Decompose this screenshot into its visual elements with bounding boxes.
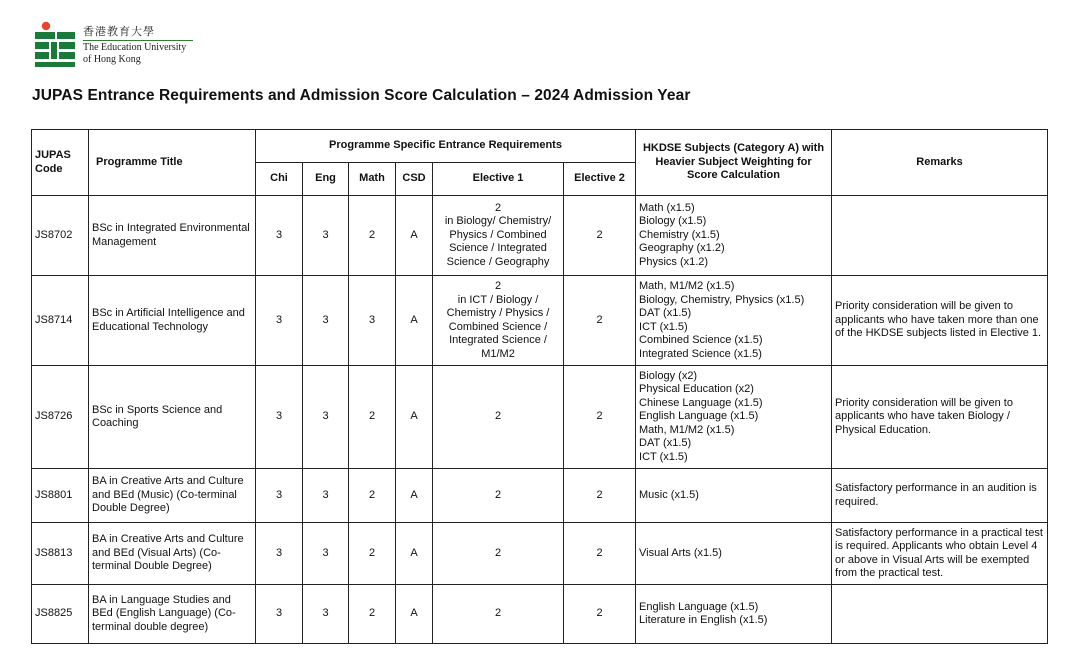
cell-elective-2: 2 [564, 366, 636, 469]
cell-math: 2 [349, 523, 396, 585]
cell-remarks [832, 196, 1048, 276]
cell-elective-2: 2 [564, 523, 636, 585]
cell-title: BSc in Artificial Intelligence and Educational Technology [89, 276, 256, 366]
cell-eng: 3 [303, 523, 349, 585]
cell-eng: 3 [303, 196, 349, 276]
cell-csd: A [396, 585, 433, 644]
table-row [32, 196, 1048, 276]
header-csd: CSD [396, 163, 433, 196]
cell-title: BA in Language Studies and BEd (English Language) (Co-terminal double degree) [89, 585, 256, 644]
cell-csd: A [396, 366, 433, 469]
cell-title: BSc in Sports Science and Coaching [89, 366, 256, 469]
cell-remarks: Priority consideration will be given to applicants who have taken more than one of the HKDSE subjects listed in Elective 1. [832, 276, 1048, 366]
cell-math: 3 [349, 276, 396, 366]
header-elective-2: Elective 2 [564, 163, 636, 196]
cell-weighting: Visual Arts (x1.5) [636, 523, 832, 585]
cell-csd: A [396, 276, 433, 366]
cell-code: JS8801 [32, 469, 89, 523]
cell-code: JS8714 [32, 276, 89, 366]
cell-elective-1: 2 [433, 469, 564, 523]
cell-weighting: Music (x1.5) [636, 469, 832, 523]
cell-chi: 3 [256, 276, 303, 366]
cell-remarks: Priority consideration will be given to applicants who have taken Biology / Physical Education. [832, 366, 1048, 469]
university-logo [33, 16, 233, 72]
header-jupas-code: JUPAS Code [32, 130, 89, 196]
cell-elective-1: 2 [433, 585, 564, 644]
cell-remarks: Satisfactory performance in a practical test is required. Applicants who obtain Level 4 or above in Visual Arts will be exempted from the practical test. [832, 523, 1048, 585]
cell-elective-2: 2 [564, 276, 636, 366]
cell-chi: 3 [256, 523, 303, 585]
cell-elective-1: 2 in ICT / Biology / Chemistry / Physics / Combined Science / Integrated Science / M1/M2 [433, 276, 564, 366]
cell-math: 2 [349, 469, 396, 523]
cell-chi: 3 [256, 196, 303, 276]
cell-title: BA in Creative Arts and Culture and BEd (Visual Arts) (Co-terminal Double Degree) [89, 523, 256, 585]
cell-eng: 3 [303, 469, 349, 523]
header-eng: Eng [303, 163, 349, 196]
header-chi: Chi [256, 163, 303, 196]
cell-weighting: English Language (x1.5) Literature in English (x1.5) [636, 585, 832, 644]
header-subject-weighting: HKDSE Subjects (Category A) with Heavier Subject Weighting for Score Calculation [636, 130, 832, 196]
table-row [32, 585, 1048, 644]
eduhk-logo-icon [33, 20, 77, 68]
logo-english-name-line2: of Hong Kong [83, 54, 141, 65]
cell-eng: 3 [303, 276, 349, 366]
cell-elective-1: 2 [433, 523, 564, 585]
cell-weighting: Math, M1/M2 (x1.5) Biology, Chemistry, Physics (x1.5) DAT (x1.5) ICT (x1.5) Combined Science (x1.5) Integrated Science (x1.5) [636, 276, 832, 366]
cell-elective-1: 2 in Biology/ Chemistry/ Physics / Combined Science / Integrated Science / Geography [433, 196, 564, 276]
cell-csd: A [396, 469, 433, 523]
header-math: Math [349, 163, 396, 196]
cell-csd: A [396, 523, 433, 585]
header-entrance-requirements: Programme Specific Entrance Requirements [256, 130, 636, 163]
cell-weighting: Math (x1.5) Biology (x1.5) Chemistry (x1.5) Geography (x1.2) Physics (x1.2) [636, 196, 832, 276]
cell-eng: 3 [303, 366, 349, 469]
cell-remarks [832, 585, 1048, 644]
cell-elective-2: 2 [564, 585, 636, 644]
table-row [32, 366, 1048, 469]
cell-weighting: Biology (x2) Physical Education (x2) Chinese Language (x1.5) English Language (x1.5) Math, M1/M2 (x1.5) DAT (x1.5) ICT (x1.5) [636, 366, 832, 469]
header-elective-1: Elective 1 [433, 163, 564, 196]
cell-title: BSc in Integrated Environmental Management [89, 196, 256, 276]
cell-chi: 3 [256, 366, 303, 469]
cell-elective-1: 2 [433, 366, 564, 469]
header-remarks: Remarks [832, 130, 1048, 196]
cell-csd: A [396, 196, 433, 276]
header-programme-title: Programme Title [89, 130, 256, 196]
logo-divider [83, 40, 193, 41]
cell-code: JS8825 [32, 585, 89, 644]
cell-elective-2: 2 [564, 469, 636, 523]
cell-chi: 3 [256, 585, 303, 644]
cell-eng: 3 [303, 585, 349, 644]
logo-english-name-line1: The Education University [83, 42, 187, 53]
cell-code: JS8702 [32, 196, 89, 276]
table-row [32, 469, 1048, 523]
table-row [32, 276, 1048, 366]
cell-math: 2 [349, 585, 396, 644]
logo-chinese-name: 香港教育大學 [83, 26, 155, 38]
table-row [32, 523, 1048, 585]
cell-elective-2: 2 [564, 196, 636, 276]
page-title: JUPAS Entrance Requirements and Admission Score Calculation – 2024 Admission Year [32, 87, 691, 104]
cell-code: JS8726 [32, 366, 89, 469]
cell-code: JS8813 [32, 523, 89, 585]
cell-math: 2 [349, 366, 396, 469]
cell-remarks: Satisfactory performance in an audition is required. [832, 469, 1048, 523]
requirements-table [31, 129, 1048, 644]
cell-chi: 3 [256, 469, 303, 523]
cell-title: BA in Creative Arts and Culture and BEd (Music) (Co-terminal Double Degree) [89, 469, 256, 523]
cell-math: 2 [349, 196, 396, 276]
